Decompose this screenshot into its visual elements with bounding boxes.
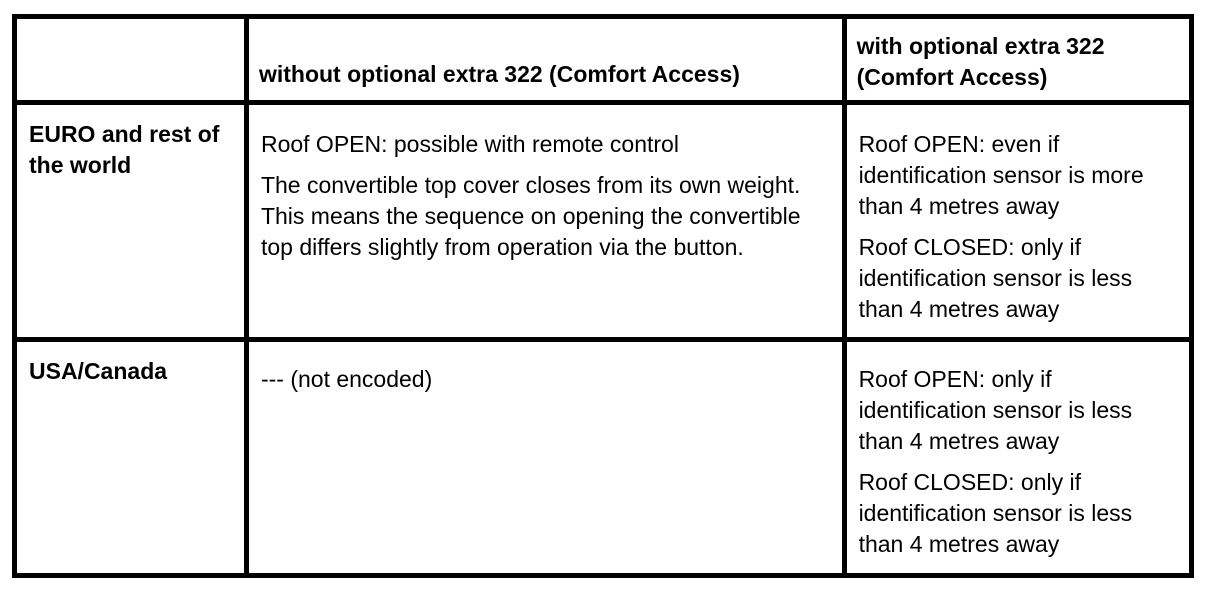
cell-text: Roof OPEN: only if identification sensor is less than 4 metres away [858, 366, 1133, 454]
header-cell-without-extra: without optional extra 322 (Comfort Access) [246, 17, 844, 103]
row-label-usa-canada: USA/Canada [15, 340, 247, 576]
table-row [15, 103, 1192, 340]
cell-text: Roof OPEN: possible with remote control [260, 131, 679, 157]
row-label-euro: EURO and rest of the world [15, 103, 247, 340]
comfort-access-table [12, 14, 1194, 578]
cell-text: --- (not encoded) [260, 366, 433, 392]
header-cell-with-extra: with optional extra 322 (Comfort Access) [844, 17, 1191, 103]
cell-text: Roof CLOSED: only if identification sensor is less than 4 metres away [858, 234, 1133, 322]
table-row [15, 340, 1192, 576]
cell-euro-with [844, 103, 1191, 340]
cell-text: Roof OPEN: even if identification sensor is more than 4 metres away [858, 131, 1144, 219]
cell-usa-without [246, 340, 844, 576]
cell-text: The convertible top cover closes from its own weight. This means the sequence on opening the convertible top differs slightly from operation via the button. [260, 172, 801, 260]
header-cell-empty [15, 17, 247, 103]
cell-euro-without [246, 103, 844, 340]
cell-usa-with [844, 340, 1191, 576]
table-header-row [15, 17, 1192, 103]
cell-text: Roof CLOSED: only if identification sensor is less than 4 metres away [858, 469, 1133, 557]
